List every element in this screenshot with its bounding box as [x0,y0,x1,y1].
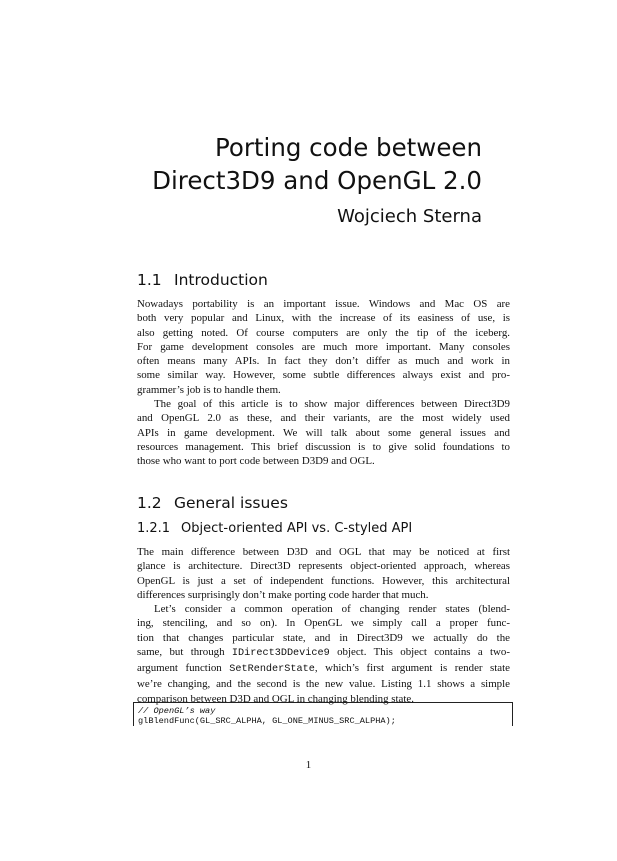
inline-code: IDirect3DDevice9 [231,647,330,659]
section-number: 1.1 [137,271,162,289]
text-line: also getting noted. Of course computers are only the tip of the iceberg. [137,326,510,339]
section-number: 1.2 [137,494,162,512]
text-line [137,645,510,661]
text-line: those who want to port code between D3D9 and OGL. [137,455,375,468]
section-title: Introduction [174,271,268,289]
section-heading-general-issues [137,493,288,513]
text-line: we’re changing, and the second is the new value. Listing 1.1 shows a simple [137,678,510,691]
intro-paragraph-1 [137,297,510,397]
document-title [152,131,482,197]
text-line [137,661,510,677]
text-line: Let’s consider a common operation of changing render states (blend- [154,603,510,615]
code-comment: // OpenGL’s way [138,706,216,716]
text-line: grammer’s job is to handle them. [137,383,281,396]
section-title: General issues [174,494,288,512]
text-line: and OpenGL 2.0 as these, and their variants, are the most widely used [137,412,510,425]
code-listing [133,702,513,726]
page-number: 1 [305,759,312,771]
text-run: object. This object contains a two- [329,645,510,658]
subsection-number: 1.2.1 [137,521,171,536]
text-line: Nowadays portability is an important issue. Windows and Mac OS are [137,298,510,310]
section-heading-introduction [137,270,268,290]
text-line: The main difference between D3D and OGL that may be noticed at first [137,546,510,558]
inline-code: SetRenderState [229,664,315,676]
text-run: same, but through [137,645,232,658]
architecture-paragraph-1 [137,545,510,602]
text-line: ing, stenciling, and so on). In OpenGL we simply call a proper func- [137,617,510,630]
text-line: tion that changes particular state, and in Direct3D9 we actually do the [137,631,510,644]
text-line: differences surprisingly don’t make porting code harder that much. [137,588,429,601]
intro-paragraph-2 [137,397,510,468]
text-line: comparison between D3D and OGL in changing blending state. [137,692,414,705]
architecture-paragraph-2 [137,602,510,706]
text-line: The goal of this article is to show major differences between Direct3D9 [154,398,510,410]
text-line: For game development consoles are much more important. Many consoles [137,340,510,353]
author-name: Wojciech Sterna [337,206,482,227]
subsection-heading [137,520,412,538]
title-line-1: Porting code between [214,133,482,162]
text-line: OpenGL is just a set of independent functions. However, this architectural [137,574,510,587]
text-line: often means many APIs. In fact they don’t differ as much and work in [137,355,510,368]
subsection-title: Object-oriented API vs. C-styled API [181,521,413,536]
title-line-2: Direct3D9 and OpenGL 2.0 [152,166,482,195]
text-run: , which’s first argument is render state [314,662,510,675]
text-line: resources management. This brief discussion is to give solid foundations to [137,440,510,453]
text-run: argument function [137,662,230,675]
code-line: glBlendFunc(GL_SRC_ALPHA, GL_ONE_MINUS_SRC_ALPHA); [138,716,396,726]
text-line: APIs in game development. We will talk about some general issues and [137,426,510,439]
text-line: glance is architecture. Direct3D represents object-oriented approach, whereas [137,560,510,573]
text-line: both very popular and Linux, with the increase of its easiness of use, is [137,312,510,325]
text-line: some similar way. However, some subtle differences always exist and pro- [137,369,510,382]
